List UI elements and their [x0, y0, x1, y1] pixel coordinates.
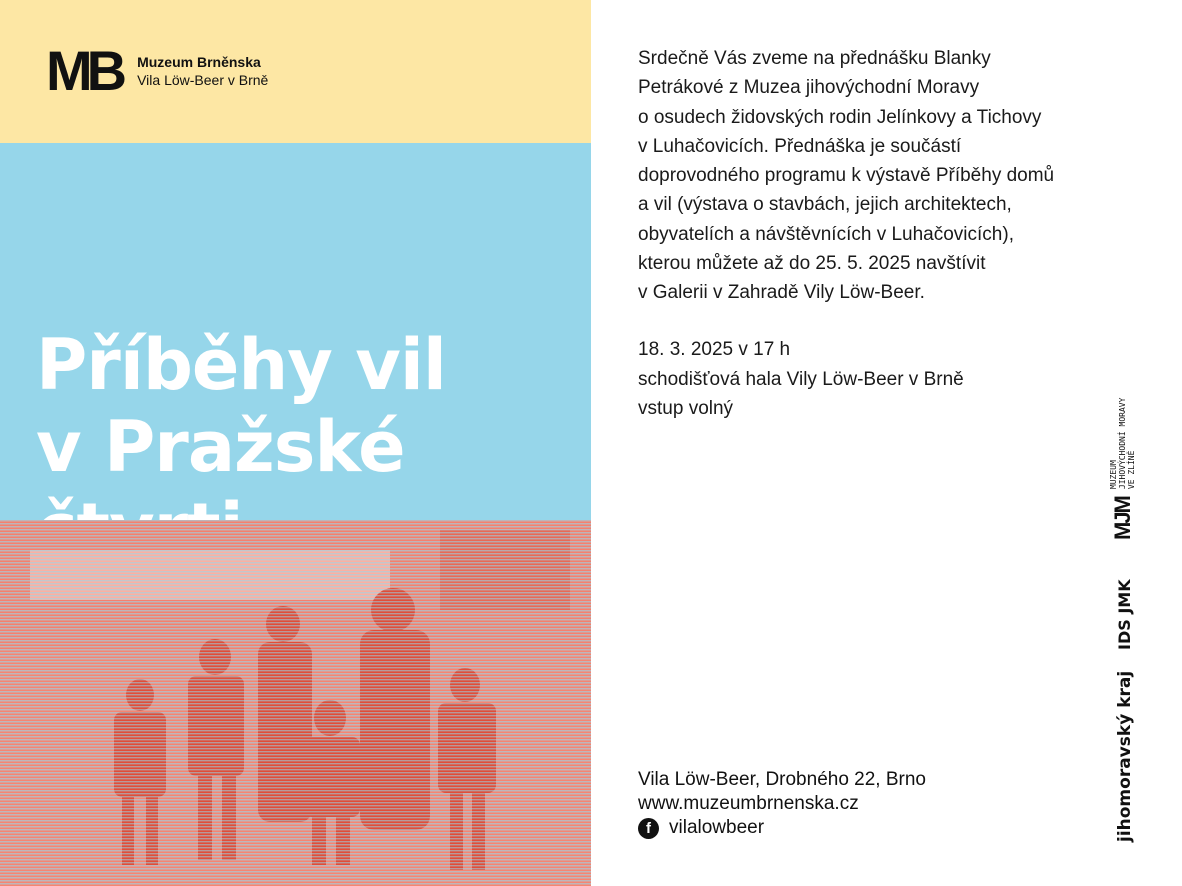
sponsor-logos	[1105, 0, 1145, 886]
title-line-2: v Pražské	[36, 406, 405, 488]
invitation-line: o osudech židovských rodin Jelínkovy a Tichovy	[638, 106, 1042, 128]
event-place: schodišťová hala Vily Löw-Beer v Brně	[638, 368, 964, 390]
invitation-line: doprovodného programu k výstavě Příběhy domů	[638, 165, 1055, 187]
invitation-line: v Luhačovicích. Přednáška je součástí	[638, 135, 962, 157]
mjm-logo	[1109, 398, 1136, 540]
jihomoravsky-kraj-logo: jihomoravský kraj	[1115, 670, 1135, 842]
invitation-text	[638, 44, 1138, 308]
mjm-mark: MJM	[1109, 497, 1135, 540]
invitation-line: Petrákové z Muzea jihovýchodní Moravy	[638, 77, 980, 99]
family-photo-illustration	[0, 520, 591, 886]
event-details	[638, 335, 964, 424]
mjm-line-3: VE ZLÍNĚ	[1127, 450, 1136, 490]
invitation-line: v Galerii v Zahradě Vily Löw-Beer.	[638, 282, 925, 304]
logo-line-1: Muzeum Brněnska	[137, 54, 261, 70]
title-line-1: Příběhy vil	[36, 324, 446, 406]
logo-text	[137, 53, 268, 89]
invitation-line: obyvatelích a návštěvnících v Luhačovicích),	[638, 223, 1014, 245]
museum-logo[interactable]	[46, 39, 269, 102]
mjm-line-1: MUZEUM	[1109, 460, 1118, 490]
invitation-line: kterou můžete až do 25. 5. 2025 navštívit	[638, 253, 986, 275]
family-photo	[0, 520, 591, 886]
facebook-link[interactable]	[638, 816, 926, 840]
logo-line-2: Vila Löw-Beer v Brně	[137, 72, 269, 88]
invitation-line: a vil (výstava o stavbách, jejich architektech,	[638, 194, 1012, 216]
ids-jmk-logo: IDS JMK	[1115, 579, 1134, 650]
facebook-icon: f	[638, 818, 659, 839]
event-date: 18. 3. 2025 v 17 h	[638, 339, 791, 360]
contact-footer	[638, 768, 926, 840]
mjm-text	[1109, 398, 1136, 490]
address: Vila Löw-Beer, Drobného 22, Brno	[638, 769, 926, 790]
website-link[interactable]: www.muzeumbrnenska.cz	[638, 793, 859, 814]
mjm-line-2: JIHOVÝCHODNÍ MORAVY	[1118, 397, 1127, 490]
invitation-line: Srdečně Vás zveme na přednášku Blanky	[638, 48, 991, 69]
right-panel	[591, 0, 1182, 886]
facebook-handle: vilalowbeer	[669, 817, 765, 838]
event-entry: vstup volný	[638, 398, 734, 419]
mb-logo-mark: MB	[46, 39, 122, 102]
